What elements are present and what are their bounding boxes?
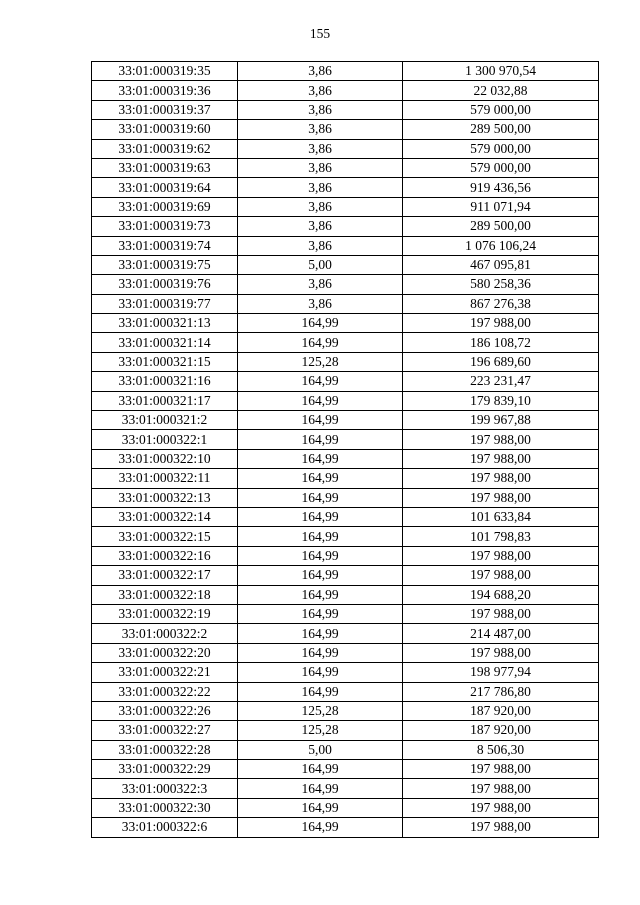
cadastral-number-cell: 33:01:000319:74 — [92, 236, 238, 255]
cadastral-number-cell: 33:01:000319:62 — [92, 139, 238, 158]
area-cell: 3,86 — [238, 62, 403, 81]
cadastral-value-cell: 867 276,38 — [403, 294, 599, 313]
cadastral-number-cell: 33:01:000319:77 — [92, 294, 238, 313]
cadastral-number-cell: 33:01:000322:26 — [92, 701, 238, 720]
table-row — [92, 488, 599, 507]
area-cell: 5,00 — [238, 740, 403, 759]
table-row — [92, 507, 599, 526]
table-row — [92, 275, 599, 294]
area-cell: 164,99 — [238, 624, 403, 643]
cadastral-value-cell: 197 988,00 — [403, 779, 599, 798]
cadastral-number-cell: 33:01:000319:36 — [92, 81, 238, 100]
table-row — [92, 701, 599, 720]
cadastral-value-cell: 1 300 970,54 — [403, 62, 599, 81]
cadastral-number-cell: 33:01:000319:73 — [92, 217, 238, 236]
cadastral-number-cell: 33:01:000321:16 — [92, 372, 238, 391]
table-row — [92, 158, 599, 177]
cadastral-number-cell: 33:01:000319:76 — [92, 275, 238, 294]
cadastral-number-cell: 33:01:000319:35 — [92, 62, 238, 81]
table-row — [92, 740, 599, 759]
area-cell: 164,99 — [238, 430, 403, 449]
table-row — [92, 314, 599, 333]
cadastral-value-cell: 186 108,72 — [403, 333, 599, 352]
area-cell: 125,28 — [238, 701, 403, 720]
cadastral-value-cell: 919 436,56 — [403, 178, 599, 197]
area-cell: 125,28 — [238, 721, 403, 740]
cadastral-number-cell: 33:01:000319:37 — [92, 100, 238, 119]
cadastral-number-cell: 33:01:000321:14 — [92, 333, 238, 352]
table-row — [92, 255, 599, 274]
cadastral-value-cell: 199 967,88 — [403, 411, 599, 430]
cadastral-number-cell: 33:01:000322:14 — [92, 507, 238, 526]
area-cell: 164,99 — [238, 372, 403, 391]
cadastral-value-cell: 197 988,00 — [403, 643, 599, 662]
table-row — [92, 120, 599, 139]
table-row — [92, 760, 599, 779]
cadastral-value-cell: 197 988,00 — [403, 314, 599, 333]
area-cell: 5,00 — [238, 255, 403, 274]
cadastral-number-cell: 33:01:000322:16 — [92, 546, 238, 565]
table-row — [92, 372, 599, 391]
table-row — [92, 236, 599, 255]
table-row — [92, 682, 599, 701]
table-row — [92, 411, 599, 430]
cadastral-number-cell: 33:01:000322:28 — [92, 740, 238, 759]
cadastral-number-cell: 33:01:000322:10 — [92, 449, 238, 468]
cadastral-number-cell: 33:01:000322:30 — [92, 798, 238, 817]
area-cell: 3,86 — [238, 217, 403, 236]
area-cell: 164,99 — [238, 643, 403, 662]
table-row — [92, 643, 599, 662]
table-row — [92, 430, 599, 449]
area-cell: 3,86 — [238, 100, 403, 119]
area-cell: 164,99 — [238, 682, 403, 701]
cadastral-number-cell: 33:01:000322:20 — [92, 643, 238, 662]
area-cell: 3,86 — [238, 81, 403, 100]
area-cell: 3,86 — [238, 197, 403, 216]
table-row — [92, 546, 599, 565]
cadastral-value-cell: 197 988,00 — [403, 469, 599, 488]
cadastral-value-cell: 289 500,00 — [403, 217, 599, 236]
area-cell: 164,99 — [238, 507, 403, 526]
cadastral-value-cell: 194 688,20 — [403, 585, 599, 604]
cadastral-value-cell: 214 487,00 — [403, 624, 599, 643]
cadastral-value-cell: 579 000,00 — [403, 139, 599, 158]
area-cell: 3,86 — [238, 236, 403, 255]
area-cell: 164,99 — [238, 411, 403, 430]
area-cell: 164,99 — [238, 391, 403, 410]
area-cell: 164,99 — [238, 527, 403, 546]
table-row — [92, 624, 599, 643]
cadastral-value-cell: 197 988,00 — [403, 818, 599, 837]
cadastral-number-cell: 33:01:000322:2 — [92, 624, 238, 643]
cadastral-number-cell: 33:01:000322:15 — [92, 527, 238, 546]
area-cell: 3,86 — [238, 158, 403, 177]
table-row — [92, 178, 599, 197]
cadastral-value-cell: 187 920,00 — [403, 721, 599, 740]
table-row — [92, 566, 599, 585]
table-row — [92, 81, 599, 100]
area-cell: 3,86 — [238, 178, 403, 197]
cadastral-value-cell: 197 988,00 — [403, 546, 599, 565]
area-cell: 164,99 — [238, 488, 403, 507]
cadastral-number-cell: 33:01:000319:69 — [92, 197, 238, 216]
cadastral-value-cell: 22 032,88 — [403, 81, 599, 100]
cadastral-value-cell: 197 988,00 — [403, 566, 599, 585]
cadastral-value-cell: 179 839,10 — [403, 391, 599, 410]
area-cell: 164,99 — [238, 469, 403, 488]
area-cell: 3,86 — [238, 294, 403, 313]
cadastral-value-cell: 197 988,00 — [403, 488, 599, 507]
cadastral-number-cell: 33:01:000322:6 — [92, 818, 238, 837]
table-row — [92, 798, 599, 817]
cadastral-number-cell: 33:01:000319:64 — [92, 178, 238, 197]
cadastral-number-cell: 33:01:000322:29 — [92, 760, 238, 779]
cadastral-value-cell: 197 988,00 — [403, 430, 599, 449]
cadastral-number-cell: 33:01:000322:18 — [92, 585, 238, 604]
table-row — [92, 139, 599, 158]
cadastral-value-cell: 467 095,81 — [403, 255, 599, 274]
area-cell: 164,99 — [238, 314, 403, 333]
cadastral-number-cell: 33:01:000322:1 — [92, 430, 238, 449]
area-cell: 164,99 — [238, 779, 403, 798]
cadastral-value-cell: 911 071,94 — [403, 197, 599, 216]
area-cell: 164,99 — [238, 546, 403, 565]
table-body — [92, 62, 599, 838]
area-cell: 164,99 — [238, 566, 403, 585]
table-row — [92, 197, 599, 216]
area-cell: 164,99 — [238, 333, 403, 352]
cadastral-number-cell: 33:01:000319:75 — [92, 255, 238, 274]
area-cell: 164,99 — [238, 760, 403, 779]
cadastral-value-cell: 580 258,36 — [403, 275, 599, 294]
table-row — [92, 62, 599, 81]
cadastral-value-cell: 289 500,00 — [403, 120, 599, 139]
cadastral-number-cell: 33:01:000322:3 — [92, 779, 238, 798]
cadastral-number-cell: 33:01:000322:11 — [92, 469, 238, 488]
cadastral-number-cell: 33:01:000319:60 — [92, 120, 238, 139]
cadastral-number-cell: 33:01:000322:17 — [92, 566, 238, 585]
cadastral-value-cell: 197 988,00 — [403, 604, 599, 623]
cadastral-number-cell: 33:01:000321:2 — [92, 411, 238, 430]
cadastral-value-cell: 197 988,00 — [403, 449, 599, 468]
table-row — [92, 721, 599, 740]
area-cell: 3,86 — [238, 139, 403, 158]
area-cell: 164,99 — [238, 604, 403, 623]
cadastral-number-cell: 33:01:000322:19 — [92, 604, 238, 623]
area-cell: 3,86 — [238, 275, 403, 294]
table-row — [92, 527, 599, 546]
area-cell: 164,99 — [238, 798, 403, 817]
table-row — [92, 391, 599, 410]
cadastral-number-cell: 33:01:000321:15 — [92, 352, 238, 371]
table-row — [92, 449, 599, 468]
table-row — [92, 818, 599, 837]
cadastral-value-cell: 196 689,60 — [403, 352, 599, 371]
table-row — [92, 217, 599, 236]
table-row — [92, 294, 599, 313]
area-cell: 164,99 — [238, 818, 403, 837]
cadastral-value-cell: 197 988,00 — [403, 760, 599, 779]
table-row — [92, 663, 599, 682]
cadastral-value-cell: 579 000,00 — [403, 158, 599, 177]
cadastral-number-cell: 33:01:000322:13 — [92, 488, 238, 507]
page-number: 155 — [309, 26, 331, 41]
table-row — [92, 100, 599, 119]
cadastral-number-cell: 33:01:000322:22 — [92, 682, 238, 701]
area-cell: 164,99 — [238, 585, 403, 604]
cadastral-value-cell: 197 988,00 — [403, 798, 599, 817]
cadastral-value-cell: 8 506,30 — [403, 740, 599, 759]
table-row — [92, 779, 599, 798]
cadastral-number-cell: 33:01:000321:13 — [92, 314, 238, 333]
table-row — [92, 352, 599, 371]
cadastral-number-cell: 33:01:000321:17 — [92, 391, 238, 410]
cadastral-number-cell: 33:01:000319:63 — [92, 158, 238, 177]
cadastral-value-cell: 223 231,47 — [403, 372, 599, 391]
table-row — [92, 333, 599, 352]
cadastral-number-cell: 33:01:000322:27 — [92, 721, 238, 740]
cadastral-value-cell: 1 076 106,24 — [403, 236, 599, 255]
table-row — [92, 604, 599, 623]
table-row — [92, 469, 599, 488]
cadastral-number-cell: 33:01:000322:21 — [92, 663, 238, 682]
area-cell: 125,28 — [238, 352, 403, 371]
table-row — [92, 585, 599, 604]
cadastral-value-cell: 187 920,00 — [403, 701, 599, 720]
cadastral-value-cell: 579 000,00 — [403, 100, 599, 119]
area-cell: 164,99 — [238, 449, 403, 468]
cadastral-value-cell: 217 786,80 — [403, 682, 599, 701]
area-cell: 3,86 — [238, 120, 403, 139]
cadastral-value-cell: 198 977,94 — [403, 663, 599, 682]
cadastral-value-cell: 101 633,84 — [403, 507, 599, 526]
area-cell: 164,99 — [238, 663, 403, 682]
cadastral-value-cell: 101 798,83 — [403, 527, 599, 546]
cadastral-value-table — [91, 61, 599, 838]
